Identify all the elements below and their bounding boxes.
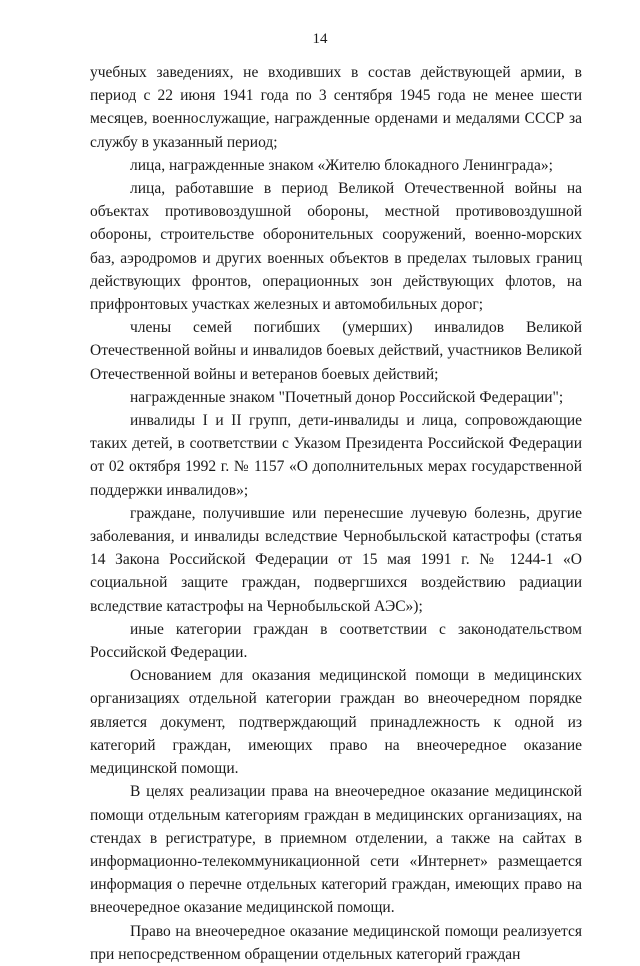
paragraph-military-schools: учебных заведениях, не входивших в состав действующей армии, в период с 22 июня 1941 года по 3 сентября 1945 года не менее шести месяцев, военнослужащие, награжденные орденами и медалями СССР за службу в указанный период; — [90, 64, 582, 151]
paragraph-honorary-donor: награжденные знаком "Почетный донор Российской Федерации"; — [130, 388, 564, 406]
page-number: 14 — [312, 31, 328, 47]
paragraph-family-members: члены семей погибших (умерших) инвалидов Великой Отечественной войны и инвалидов боевых действий, участников Великой Отечественной войны и ветеранов боевых действий; — [90, 319, 582, 383]
paragraph-information-placement: В целях реализации права на внеочередное оказание медицинской помощи отдельным категориям граждан в медицинских организациях, на стендах в регистратуре, в приемном отделении, а также на сайтах в информационно-телекоммуникационной сети «Интернет» размещается информация о перечне отдельных категорий граждан, имеющих право на внеочередное оказание медицинской помощи. — [90, 783, 582, 917]
paragraph-air-defense-workers: лица, работавшие в период Великой Отечественной войны на объектах противовоздушной обороны, местной противовоздушной обороны, строительстве оборонительных сооружений, военно-морских баз, аэродромов и других военных объектов в пределах тыловых границ действующих фронтов, операционных зон действующих флотов, на прифронтовых участках железных и автомобильных дорог; — [90, 180, 582, 314]
paragraph-leningrad-siege-badge: лица, награжденные знаком «Жителю блокадного Ленинграда»; — [130, 156, 553, 174]
paragraph-right-realization: Право на внеочередное оказание медицинской помощи реализуется при непосредственном обращении отдельных категорий граждан — [90, 922, 582, 963]
paragraph-chernobyl: граждане, получившие или перенесшие лучевую болезнь, другие заболевания, и инвалиды вследствие Чернобыльской катастрофы (статья 14 Закона Российской Федерации от 15 мая 1991 г. № 1244-1 «О социальной защите граждан, подвергшихся воздействию радиации вследствие катастрофы на Чернобыльской АЭС»); — [90, 504, 582, 615]
document-body — [90, 61, 582, 966]
paragraph-basis-for-care: Основанием для оказания медицинской помощи в медицинских организациях отдельной категории граждан во внеочередном порядке является документ, подтверждающий принадлежность к одной из категорий граждан, имеющих право на внеочередное оказание медицинской помощи. — [90, 667, 582, 778]
paragraph-other-categories: иные категории граждан в соответствии с законодательством Российской Федерации. — [90, 620, 582, 662]
paragraph-disabled-persons: инвалиды I и II групп, дети-инвалиды и лица, сопровождающие таких детей, в соответствии с Указом Президента Российской Федерации от 02 октября 1992 г. № 1157 «О дополнительных мерах государственной поддержки инвалидов»; — [90, 412, 582, 499]
